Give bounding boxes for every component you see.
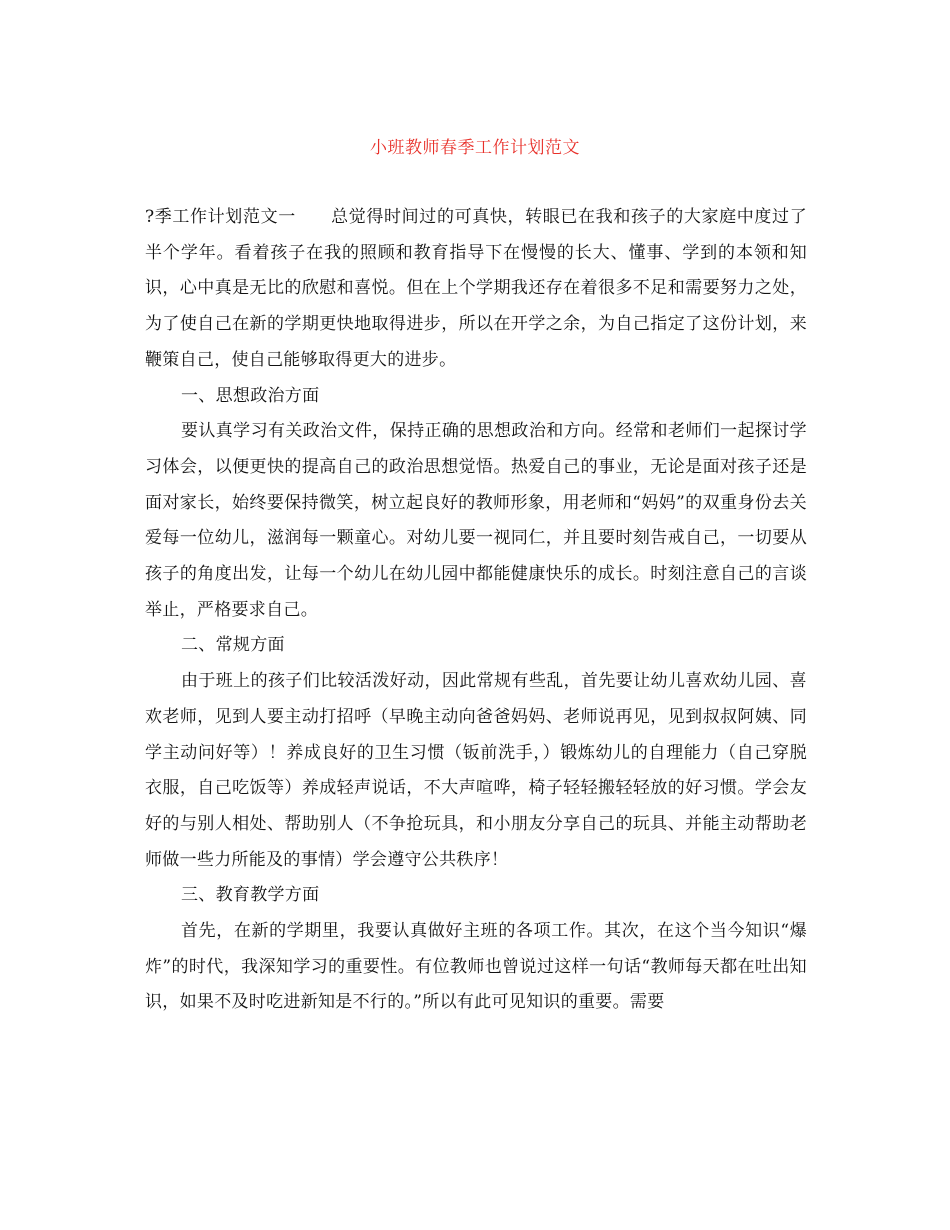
intro-paragraph: ?季工作计划范文一 总觉得时间过的可真快，转眼已在我和孩子的大家庭中度过了半个学年。看着孩子在我的照顾和教育指导下在慢慢的长大、懂事、学到的本领和知识，心中真是无比的欣慰和喜悦。但在上个学期我还存在着很多不足和需要努力之处，为了使自己在新的学期更快地取得进步，所以在开学之余，为自己指定了这份计划，来鞭策自己，使自己能够取得更大的进步。 (145, 207, 807, 370)
section-heading-politics: 一、思想政治方面 (181, 385, 320, 406)
section-heading-teaching: 三、教育教学方面 (181, 885, 320, 906)
routine-paragraph: 由于班上的孩子们比较活泼好动，因此常规有些乱，首先要让幼儿喜欢幼儿园、喜欢老师，见到人要主动打招呼（早晚主动向爸爸妈妈、老师说再见，见到叔叔阿姨、同学主动问好等）！养成良好的卫生习惯（钣前洗手，）锻炼幼儿的自理能力（自己穿脱衣服，自己吃饭等）养成轻声说话，不大声喧哗，椅子轻轻搬轻轻放的好习惯。学会友好的与别人相处、帮助别人（不争抢玩具，和小朋友分享自己的玩具、并能主动帮助老师做一些力所能及的事情）学会遵守公共秩序！ (145, 671, 807, 870)
politics-paragraph: 要认真学习有关政治文件，保持正确的思想政治和方向。经常和老师们一起探讨学习体会，以便更快的提高自己的政治思想觉悟。热爱自己的事业，无论是面对孩子还是面对家长，始终要保持微笑，树立起良好的教师形象，用老师和“妈妈”的双重身份去关爱每一位幼儿，滋润每一颗童心。对幼儿要一视同仁，并且要时刻告戒自己，一切要从孩子的角度出发，让每一个幼儿在幼儿园中都能健康快乐的成长。时刻注意自己的言谈举止，严格要求自己。 (145, 421, 807, 620)
teaching-paragraph: 首先，在新的学期里，我要认真做好主班的各项工作。其次，在这个当今知识“爆炸”的时代，我深知学习的重要性。有位教师也曾说过这样一句话“教师每天都在吐出知识，如果不及时吃进新知是不行的。”所以有此可见知识的重要。需要 (145, 921, 807, 1013)
document-body (145, 200, 807, 1021)
document-title: 小班教师春季工作计划范文 (370, 138, 580, 158)
section-heading-routine: 二、常规方面 (181, 635, 285, 656)
